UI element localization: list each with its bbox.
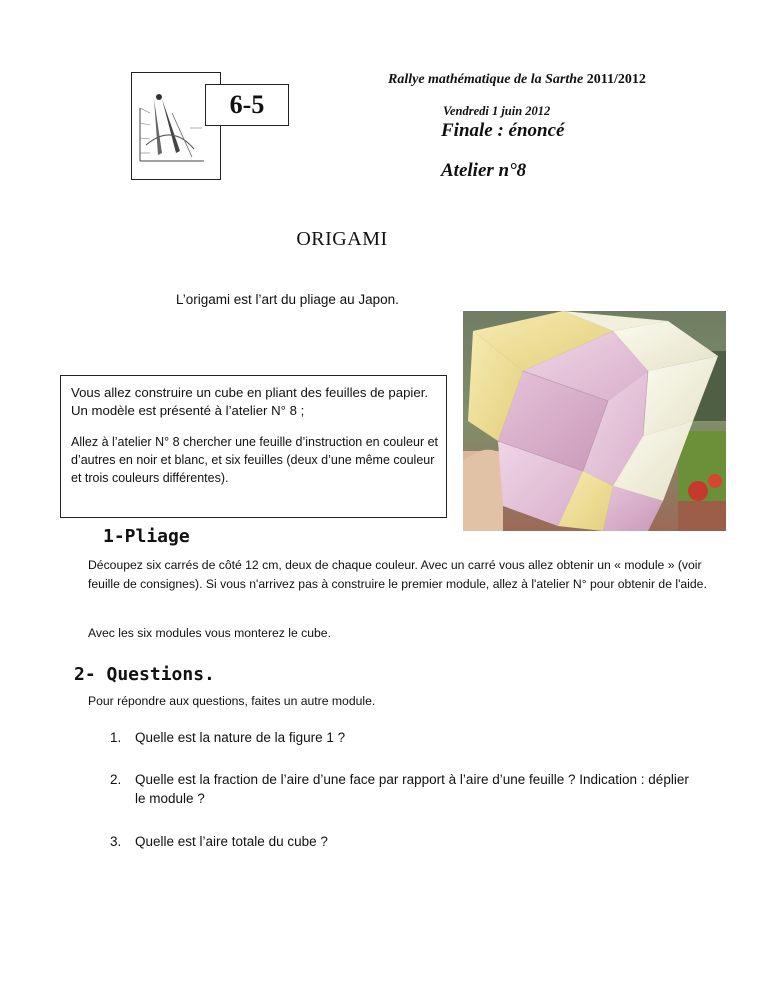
rallye-title	[388, 72, 646, 88]
section-heading-pliage: 1-Pliage	[103, 526, 190, 547]
pliage-paragraph-2: Avec les six modules vous monterez le cube.	[88, 626, 331, 640]
rallye-year: 2011/2012	[586, 72, 646, 87]
finale-label: Finale : énoncé	[441, 120, 565, 141]
pliage-paragraph: Découpez six carrés de côté 12 cm, deux de chaque couleur. Avec un carré vous allez obtenir un « module » (voir feuille de consignes). Si vous n'arrivez pas à construire le premier module, allez à l'atelier N° pour obtenir de l'aide.	[88, 558, 707, 591]
question-item	[110, 728, 710, 748]
event-date: Vendredi 1 juin 2012	[443, 104, 551, 118]
question-number: 1.	[110, 730, 122, 745]
question-number: 3.	[110, 834, 122, 849]
level-text: 6-5	[229, 90, 265, 119]
question-text: Quelle est la nature de la figure 1 ?	[135, 730, 346, 745]
instruction-paragraph-1: Vous allez construire un cube en pliant des feuilles de papier. Un modèle est présenté à l’atelier N° 8 ;	[71, 385, 429, 418]
intro-text: L’origami est l’art du pliage au Japon.	[176, 292, 399, 307]
questions-intro: Pour répondre aux questions, faites un autre module.	[88, 694, 376, 708]
section-heading-questions: 2- Questions.	[74, 664, 215, 685]
origami-cube-photo	[463, 311, 726, 531]
level-badge	[205, 84, 289, 126]
question-number: 2.	[110, 772, 122, 787]
instruction-box	[60, 375, 447, 518]
question-item	[110, 770, 710, 810]
atelier-label: Atelier n°8	[441, 160, 527, 181]
question-text: Quelle est la fraction de l’aire d’une face par rapport à l’aire d’une feuille ? Indication : déplier le module ?	[135, 772, 689, 806]
instruction-paragraph-2: Allez à l’atelier N° 8 chercher une feuille d’instruction en couleur et d’autres en noir et blanc, et six feuilles (deux d’une même couleur et trois couleurs différentes).	[71, 435, 438, 485]
rallye-name: Rallye mathématique de la Sarthe	[388, 72, 584, 87]
question-item	[110, 832, 710, 852]
page-title: ORIGAMI	[296, 228, 388, 250]
question-text: Quelle est l’aire totale du cube ?	[135, 834, 328, 849]
